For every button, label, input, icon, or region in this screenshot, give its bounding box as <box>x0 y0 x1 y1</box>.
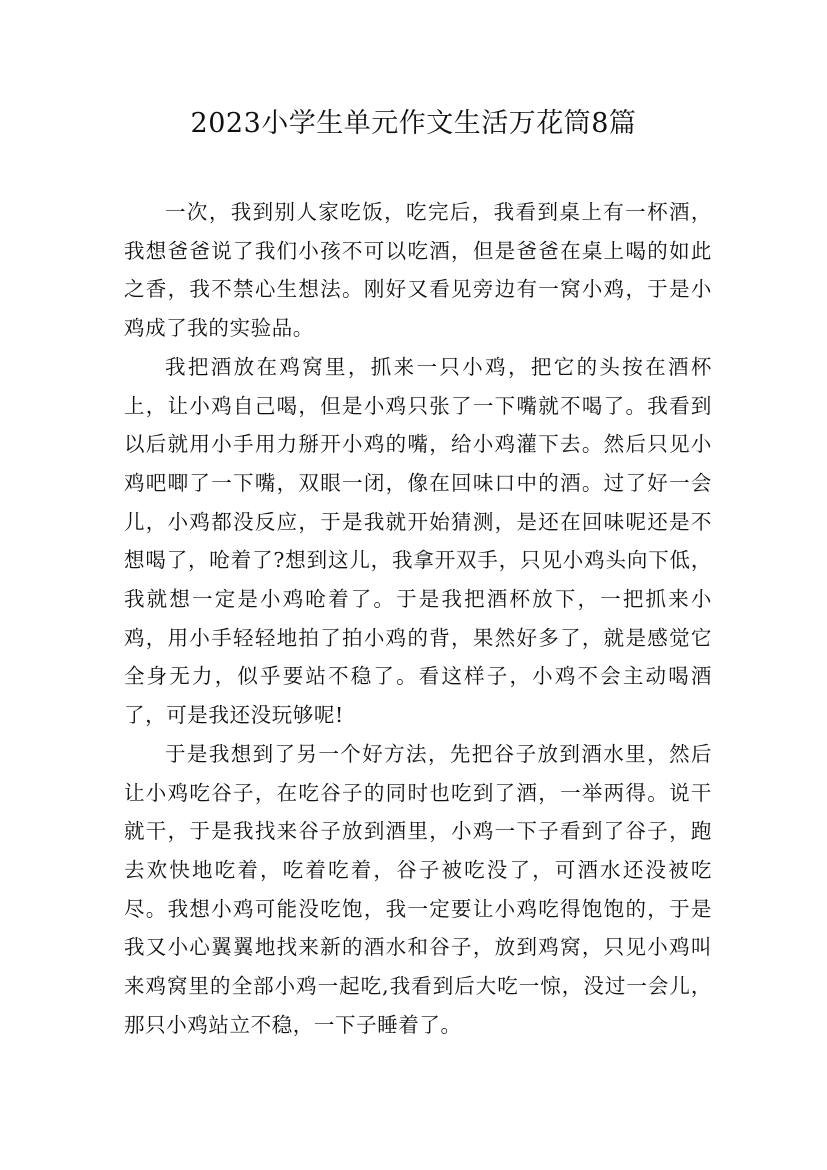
document-body <box>124 193 712 1044</box>
paragraph-3: 于是我想到了另一个好方法，先把谷子放到酒水里，然后让小鸡吃谷子，在吃谷子的同时也吃到了酒，一举两得。说干就干，于是我找来谷子放到酒里，小鸡一下子看到了谷子，跑去欢快地吃着，吃着吃着，谷子被吃没了，可酒水还没被吃尽。我想小鸡可能没吃饱，我一定要让小鸡吃得饱饱的，于是我又小心翼翼地找来新的酒水和谷子，放到鸡窝，只见小鸡叫来鸡窝里的全部小鸡一起吃,我看到后大吃一惊，没过一会儿，那只小鸡站立不稳，一下子睡着了。 <box>124 741 712 1037</box>
document-title: 2023小学生单元作文生活万花筒8篇 <box>190 108 637 139</box>
paragraph-2: 我把酒放在鸡窝里，抓来一只小鸡，把它的头按在酒杯上，让小鸡自己喝，但是小鸡只张了一下嘴就不喝了。我看到以后就用小手用力掰开小鸡的嘴，给小鸡灌下去。然后只见小鸡吧唧了一下嘴，双眼一闭，像在回味口中的酒。过了好一会儿，小鸡都没反应，于是我就开始猜测，是还在回味呢还是不想喝了，呛着了?想到这儿，我拿开双手，只见小鸡头向下低，我就想一定是小鸡呛着了。于是我把酒杯放下，一把抓来小鸡，用小手轻轻地拍了拍小鸡的背，果然好多了，就是感觉它全身无力，似乎要站不稳了。看这样子，小鸡不会主动喝酒了，可是我还没玩够呢! <box>124 354 712 728</box>
paragraph-1: 一次，我到别人家吃饭，吃完后，我看到桌上有一杯酒，我想爸爸说了我们小孩不可以吃酒，但是爸爸在桌上喝的如此之香，我不禁心生想法。刚好又看见旁边有一窝小鸡，于是小鸡成了我的实验品。 <box>124 200 712 341</box>
